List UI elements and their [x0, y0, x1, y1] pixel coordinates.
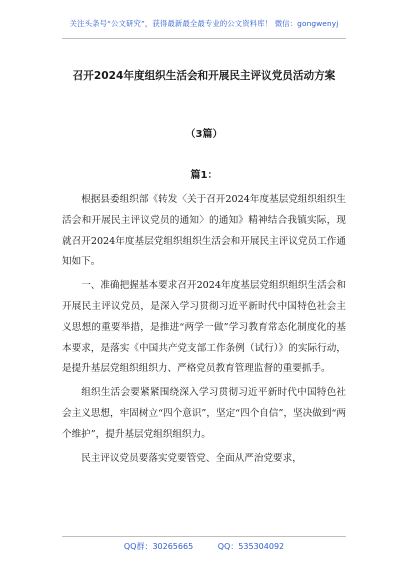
section-heading: 篇1：: [190, 170, 218, 181]
paragraph: 民主评议党员要落实党要管党、全面从严治党要求，: [81, 452, 302, 464]
footer-contacts: [0, 541, 408, 552]
header-divider: [62, 38, 346, 39]
footer-qq-number: QQ：535304092: [217, 542, 285, 551]
document-title: 召开2024年度组织生活会和开展民主评议党员活动方案: [72, 70, 336, 82]
article-count-label: （3篇）: [185, 129, 223, 140]
paragraph: 根据县委组织部《转发〈关于召开2024年度基层党组织组织生活会和开展民主评议党员的通知〉的通知》精神结合我镇实际，现就召开2024年度基层党组织组织生活会和开展民主评议党员工作通知如下。: [62, 194, 346, 268]
paragraph: 组织生活会要紧紧围绕深入学习贯彻习近平新时代中国特色社会主义思想，牢固树立“四个意识”，坚定“四个自信”，坚决做到“两个维护”，提升基层党组织组织力。: [62, 387, 346, 440]
footer-divider: [62, 536, 346, 537]
document-body: [62, 190, 346, 472]
header-promo-note: 关注头条号“公文研究”，获得最新最全最专业的公文资料库！ 微信：gongwenyj: [69, 19, 339, 28]
footer-qq-group: QQ群：30265665: [123, 542, 194, 551]
paragraph: 一、准确把握基本要求召开2024年度基层党组织组织生活会和开展民主评议党员，是深入学习贯彻习近平新时代中国特色社会主义思想的重要举措，是推进“两学一做”学习教育常态化制度化的基本要求，是落实《中国共产党支部工作条例（试行）》的实际行动，是提升基层党组织组织力、严格党员教育管理监督的重要抓手。: [62, 280, 346, 375]
